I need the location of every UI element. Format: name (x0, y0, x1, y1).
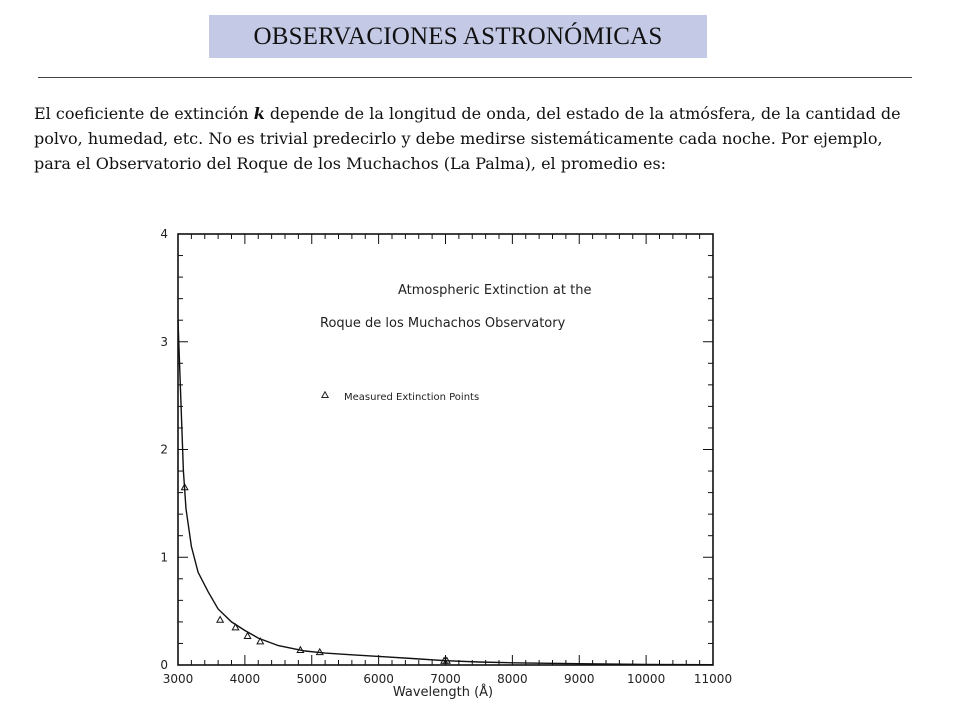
extinction-symbol: k (253, 104, 265, 123)
y-tick-label: 3 (160, 334, 168, 349)
paragraph-text-start: El coeficiente de extinción (34, 104, 254, 123)
chart-svg (150, 222, 750, 700)
x-tick-label: 9000 (563, 672, 595, 686)
title-divider (38, 77, 912, 78)
x-tick-label: 11000 (693, 672, 733, 686)
x-tick-label: 3000 (162, 672, 194, 686)
measured-point (217, 617, 223, 623)
points-layer (181, 484, 450, 663)
paragraph-text-rest: depende de la longitud de onda, del estado de la atmósfera, de la cantidad de polvo, humedad, etc. No es trivial predecirlo y debe medirse sistemáticamente cada noche. Por ejemplo, para el Observatorio del Roque de los Muchachos (La Palma), el promedio es: (34, 104, 901, 173)
chart-frame (178, 234, 713, 665)
x-tick-label: 8000 (497, 672, 528, 686)
page-title-banner (209, 15, 707, 58)
x-tick-label: 4000 (229, 672, 261, 686)
y-tick-label: 4 (160, 227, 168, 241)
intro-paragraph (34, 101, 914, 176)
extinction-curve (178, 320, 713, 665)
measured-point (232, 624, 238, 630)
y-tick-label: 1 (160, 550, 168, 565)
extinction-chart (150, 222, 750, 700)
triangle-icon (322, 392, 328, 398)
legend-label: Measured Extinction Points (344, 392, 480, 403)
x-tick-label: 6000 (363, 672, 394, 686)
chart-title-line2: Roque de los Muchachos Observatory (320, 316, 566, 331)
x-tick-label: 7000 (430, 672, 461, 686)
y-tick-label: 2 (160, 442, 168, 457)
x-tick-label: 10000 (627, 672, 666, 686)
y-tick-label: 0 (160, 658, 168, 672)
x-axis-label: Wavelength (Å) (392, 685, 494, 700)
curve-layer (178, 320, 713, 665)
page-title: OBSERVACIONES ASTRONÓMICAS (253, 22, 663, 50)
x-tick-label: 5000 (296, 672, 328, 686)
chart-title-line1: Atmospheric Extinction at the (398, 283, 592, 298)
plot-frame (178, 234, 713, 665)
